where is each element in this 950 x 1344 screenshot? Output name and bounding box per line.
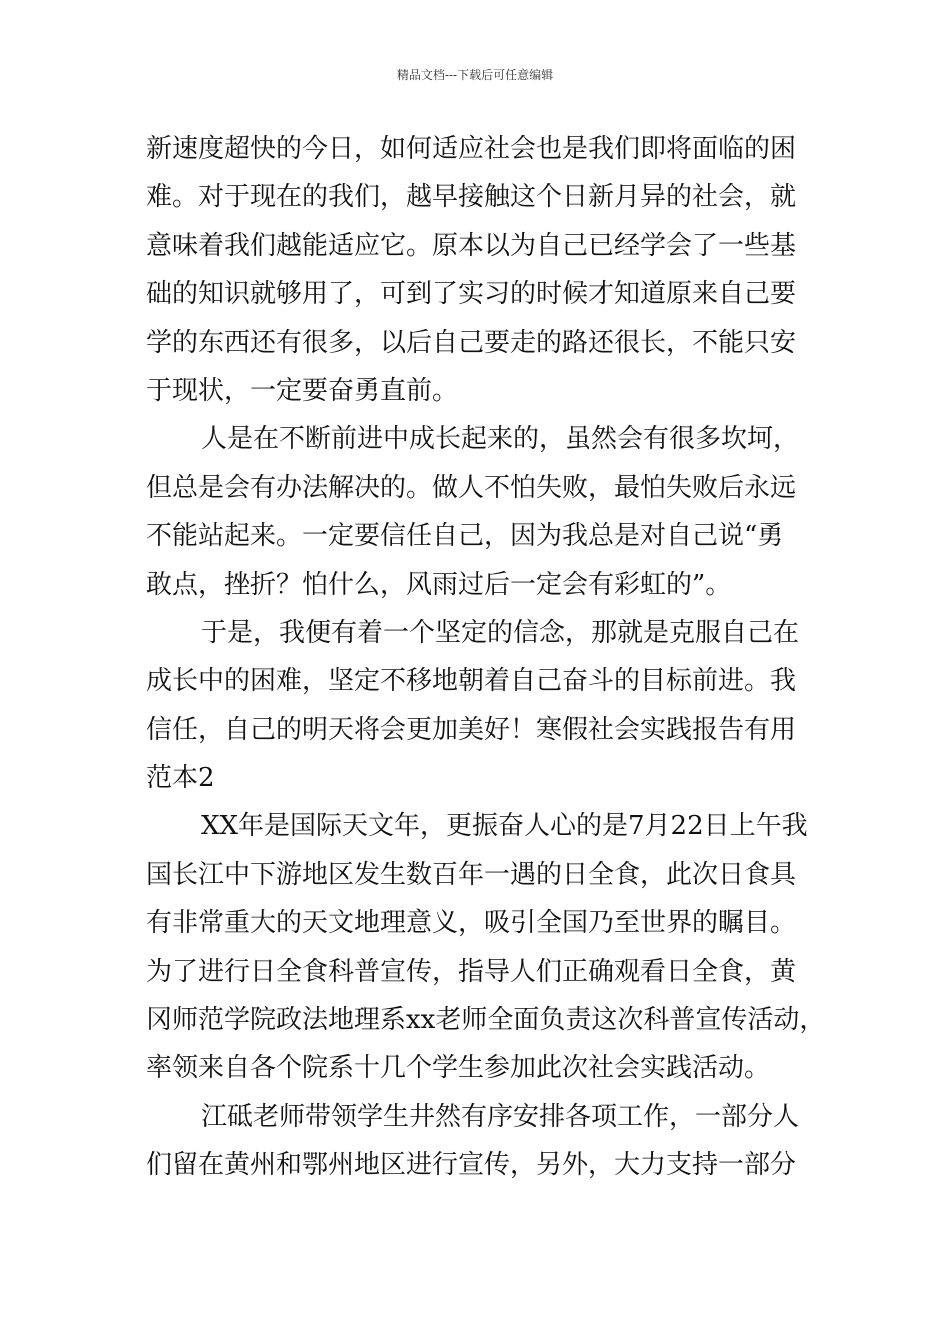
text-line: 有非常重大的天文地理意义，吸引全国乃至世界的瞩目。 [146,908,797,939]
text-line: 敢点，挫折？怕什么，风雨过后一定会有彩虹的”。 [146,569,732,600]
text-line: 新速度超快的今日，如何适应社会也是我们即将面临的困 [146,134,797,164]
paragraph-2 [146,415,818,609]
text-line: 国长江中下游地区发生数百年一遇的日全食，此次日食具 [146,859,797,890]
paragraph-3 [146,609,818,803]
text-line: 础的知识就够用了，可到了实习的时候才知道原来自己要 [146,279,797,310]
page-header: 精品文档---下载后可任意编辑 [396,68,554,82]
paragraph-1 [146,125,818,415]
text-line: 成长中的困难，坚定不移地朝着自己奋斗的目标前进。我 [146,666,797,697]
text-line: 难。对于现在的我们，越早接触这个日新月异的社会，就 [146,182,797,213]
text-line: 范本2 [146,763,215,794]
text-line: 但总是会有办法解决的。做人不怕失败，最怕失败后永远 [146,472,797,503]
text-line: 为了进行日全食科普宣传，指导人们正确观看日全食，黄 [146,956,797,987]
text-line: 意味着我们越能适应它。原本以为自己已经学会了一些基 [146,230,797,261]
paragraph-5 [146,1093,818,1190]
text-line: 于现状，一定要奋勇直前。 [146,375,459,406]
text-line: 学的东西还有很多，以后自己要走的路还很长，不能只安 [146,327,797,358]
text-line: 江砥老师带领学生井然有序安排各项工作，一部分人 [201,1101,800,1132]
text-line: 冈师范学院政法地理系xx老师全面负责这次科普宣传活动， [146,1005,826,1036]
text-line: 人是在不断前进中成长起来的，虽然会有很多坎坷， [201,424,800,455]
document-body [146,125,826,1190]
text-line: 们留在黄州和鄂州地区进行宣传，另外，大力支持一部分 [146,1150,797,1181]
paragraph-4 [146,802,826,1092]
text-line: 信任，自己的明天将会更加美好！寒假社会实践报告有用 [146,714,797,745]
text-line: 率领来自各个院系十几个学生参加此次社会实践活动。 [146,1053,771,1084]
text-line: XX年是国际天文年，更振奋人心的是7月22日上午我 [201,811,808,842]
text-line: 于是，我便有着一个坚定的信念，那就是克服自己在 [201,617,800,648]
text-line: 不能站起来。一定要信任自己，因为我总是对自己说“勇 [146,521,784,552]
